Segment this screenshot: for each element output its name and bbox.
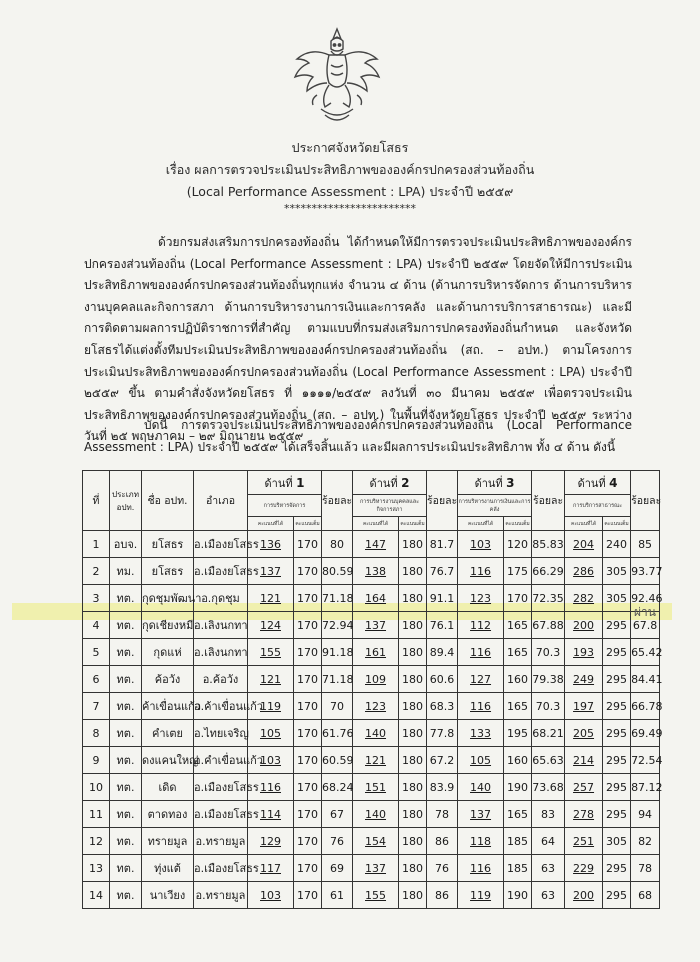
garuda-emblem bbox=[291, 25, 383, 129]
cell-type: ทต. bbox=[110, 747, 142, 774]
cell-type: ทต. bbox=[110, 693, 142, 720]
cell-type: ทต. bbox=[110, 720, 142, 747]
cell-side2-percent: 81.7 bbox=[427, 531, 458, 558]
cell-side2-full: 180 bbox=[399, 882, 427, 909]
cell-side1-percent: 69 bbox=[322, 855, 353, 882]
table-row bbox=[83, 666, 660, 693]
cell-type: ทต. bbox=[110, 585, 142, 612]
cell-side1-full: 170 bbox=[294, 801, 322, 828]
cell-side4-score: 200 bbox=[565, 882, 603, 909]
paragraph-2-text: บัดนี้ การตรวจประเมินประสิทธิภาพขององค์กรปกครองส่วนท้องถิ่น (Local Performance Assessment : LPA) ประจำปี ๒๕๕๙ ได้เสร็จสิ้นแล้ว และมีผลการประเมินประสิทธิภาพ ทั้ง ๔ ด้าน ดังนี้ bbox=[84, 418, 632, 454]
cell-side1-score: 124 bbox=[248, 612, 294, 639]
cell-side1-percent: 71.18 bbox=[322, 585, 353, 612]
handwritten-note: ผ่าน bbox=[634, 605, 656, 619]
lpa-results-table bbox=[82, 470, 663, 909]
cell-district: อ.เลิงนกทา bbox=[194, 612, 248, 639]
side-3-number: 3 bbox=[506, 475, 515, 490]
table-row bbox=[83, 747, 660, 774]
cell-side1-percent: 67 bbox=[322, 801, 353, 828]
cell-side4-score: 229 bbox=[565, 855, 603, 882]
cell-side3-score: 123 bbox=[458, 585, 504, 612]
cell-side4-full: 295 bbox=[603, 774, 631, 801]
cell-side3-percent: 83 bbox=[532, 801, 565, 828]
cell-side1-score: 103 bbox=[248, 882, 294, 909]
cell-side3-full: 165 bbox=[504, 801, 532, 828]
cell-side2-percent: 76 bbox=[427, 855, 458, 882]
header-name: ชื่อ อปท. bbox=[142, 471, 194, 531]
cell-district: อ.ไทยเจริญ bbox=[194, 720, 248, 747]
cell-side4-score: 197 bbox=[565, 693, 603, 720]
cell-side1-full: 170 bbox=[294, 747, 322, 774]
cell-side1-full: 170 bbox=[294, 531, 322, 558]
cell-side1-percent: 61.76 bbox=[322, 720, 353, 747]
cell-district: อ.เมืองยโสธร bbox=[194, 774, 248, 801]
cell-side2-percent: 67.2 bbox=[427, 747, 458, 774]
cell-side4-percent: 85 bbox=[631, 531, 660, 558]
cell-side2-full: 180 bbox=[399, 693, 427, 720]
cell-type: ทต. bbox=[110, 855, 142, 882]
cell-type: ทต. bbox=[110, 612, 142, 639]
cell-side2-score: 161 bbox=[353, 639, 399, 666]
cell-side1-score: 136 bbox=[248, 531, 294, 558]
cell-side4-score: 214 bbox=[565, 747, 603, 774]
cell-side3-score: 137 bbox=[458, 801, 504, 828]
cell-type: ทต. bbox=[110, 774, 142, 801]
cell-side4-full: 240 bbox=[603, 531, 631, 558]
cell-side2-percent: 91.1 bbox=[427, 585, 458, 612]
cell-name: ยโสธร bbox=[142, 531, 194, 558]
side-3-title: การบริหารงานการเงินและการคลัง bbox=[458, 495, 532, 517]
cell-side1-score: 105 bbox=[248, 720, 294, 747]
cell-side3-percent: 85.83 bbox=[532, 531, 565, 558]
side-4-number: 4 bbox=[609, 475, 618, 490]
cell-side1-full: 170 bbox=[294, 693, 322, 720]
cell-name: ทรายมูล bbox=[142, 828, 194, 855]
cell-side2-score: 121 bbox=[353, 747, 399, 774]
score-full-header: คะแนนเต็ม bbox=[294, 517, 322, 531]
cell-side1-score: 129 bbox=[248, 828, 294, 855]
cell-district: อ.ทรายมูล bbox=[194, 882, 248, 909]
cell-side2-full: 180 bbox=[399, 720, 427, 747]
cell-side2-score: 164 bbox=[353, 585, 399, 612]
cell-side3-full: 170 bbox=[504, 585, 532, 612]
cell-side3-score: 127 bbox=[458, 666, 504, 693]
cell-side1-full: 170 bbox=[294, 855, 322, 882]
cell-side2-score: 140 bbox=[353, 720, 399, 747]
table-row bbox=[83, 720, 660, 747]
side-prefix: ด้านที่ bbox=[577, 476, 606, 490]
cell-district: อ.ทรายมูล bbox=[194, 828, 248, 855]
cell-side1-score: 114 bbox=[248, 801, 294, 828]
cell-side1-percent: 91.18 bbox=[322, 639, 353, 666]
cell-side4-percent: 82 bbox=[631, 828, 660, 855]
cell-side2-score: 155 bbox=[353, 882, 399, 909]
cell-district: อ.เมืองยโสธร bbox=[194, 558, 248, 585]
header-side-1 bbox=[248, 471, 322, 495]
cell-side1-full: 170 bbox=[294, 882, 322, 909]
header-district: อำเภอ bbox=[194, 471, 248, 531]
cell-side4-score: 249 bbox=[565, 666, 603, 693]
cell-side3-percent: 79.38 bbox=[532, 666, 565, 693]
cell-side4-percent: 84.41 bbox=[631, 666, 660, 693]
cell-type: อบจ. bbox=[110, 531, 142, 558]
table-row bbox=[83, 693, 660, 720]
cell-side2-score: 154 bbox=[353, 828, 399, 855]
cell-side4-full: 305 bbox=[603, 828, 631, 855]
cell-district: อ.เมืองยโสธร bbox=[194, 801, 248, 828]
cell-no: 12 bbox=[83, 828, 110, 855]
cell-side2-full: 180 bbox=[399, 747, 427, 774]
table-row bbox=[83, 855, 660, 882]
cell-side2-full: 180 bbox=[399, 666, 427, 693]
cell-name: ยโสธร bbox=[142, 558, 194, 585]
cell-side4-score: 205 bbox=[565, 720, 603, 747]
cell-side3-score: 118 bbox=[458, 828, 504, 855]
cell-district: อ.เมืองยโสธร bbox=[194, 855, 248, 882]
cell-side2-percent: 86 bbox=[427, 828, 458, 855]
cell-side1-full: 170 bbox=[294, 774, 322, 801]
cell-side4-percent: 92.46 bbox=[631, 585, 660, 612]
cell-side3-full: 165 bbox=[504, 693, 532, 720]
header-type: ประเภท อปท. bbox=[110, 471, 142, 531]
cell-side4-percent: 87.12 bbox=[631, 774, 660, 801]
cell-side2-percent: 83.9 bbox=[427, 774, 458, 801]
table-row bbox=[83, 801, 660, 828]
cell-side3-full: 195 bbox=[504, 720, 532, 747]
table-row bbox=[83, 882, 660, 909]
cell-side4-percent: 69.49 bbox=[631, 720, 660, 747]
score-got-header: คะแนนที่ได้ bbox=[458, 517, 504, 531]
cell-side1-full: 170 bbox=[294, 720, 322, 747]
cell-side3-score: 116 bbox=[458, 693, 504, 720]
cell-side1-score: 103 bbox=[248, 747, 294, 774]
cell-side2-percent: 68.3 bbox=[427, 693, 458, 720]
cell-type: ทม. bbox=[110, 558, 142, 585]
cell-no: 6 bbox=[83, 666, 110, 693]
cell-side1-full: 170 bbox=[294, 585, 322, 612]
header-side-4 bbox=[565, 471, 631, 495]
cell-side2-percent: 86 bbox=[427, 882, 458, 909]
cell-side3-full: 165 bbox=[504, 612, 532, 639]
cell-side1-percent: 80.59 bbox=[322, 558, 353, 585]
cell-type: ทต. bbox=[110, 828, 142, 855]
cell-side1-score: 121 bbox=[248, 666, 294, 693]
cell-district: อ.กุดชุม bbox=[194, 585, 248, 612]
cell-side1-full: 170 bbox=[294, 612, 322, 639]
header-side-2 bbox=[353, 471, 427, 495]
cell-side4-percent: 68 bbox=[631, 882, 660, 909]
body-paragraph-2 bbox=[84, 415, 632, 458]
score-got-header: คะแนนที่ได้ bbox=[565, 517, 603, 531]
score-full-header: คะแนนเต็ม bbox=[603, 517, 631, 531]
cell-side2-full: 180 bbox=[399, 531, 427, 558]
cell-side2-score: 137 bbox=[353, 612, 399, 639]
cell-side1-score: 155 bbox=[248, 639, 294, 666]
cell-no: 10 bbox=[83, 774, 110, 801]
cell-no: 3 bbox=[83, 585, 110, 612]
cell-side1-score: 137 bbox=[248, 558, 294, 585]
announcement-title: ประกาศจังหวัดยโสธร bbox=[291, 140, 409, 155]
cell-no: 9 bbox=[83, 747, 110, 774]
header-percent-1: ร้อยละ bbox=[322, 471, 353, 531]
header-divider: ************************ bbox=[284, 202, 416, 215]
cell-side2-percent: 76.7 bbox=[427, 558, 458, 585]
cell-no: 2 bbox=[83, 558, 110, 585]
cell-side4-percent: 66.78 bbox=[631, 693, 660, 720]
cell-side1-percent: 80 bbox=[322, 531, 353, 558]
cell-side3-score: 119 bbox=[458, 882, 504, 909]
cell-no: 4 bbox=[83, 612, 110, 639]
cell-side1-score: 117 bbox=[248, 855, 294, 882]
cell-side3-score: 116 bbox=[458, 855, 504, 882]
cell-side3-percent: 63 bbox=[532, 882, 565, 909]
cell-no: 14 bbox=[83, 882, 110, 909]
cell-side3-score: 103 bbox=[458, 531, 504, 558]
table-row bbox=[83, 828, 660, 855]
cell-side2-full: 180 bbox=[399, 585, 427, 612]
cell-side1-full: 170 bbox=[294, 828, 322, 855]
cell-district: อ.คำเขื่อนแก้ว bbox=[194, 747, 248, 774]
cell-name: กุดแห่ bbox=[142, 639, 194, 666]
cell-no: 11 bbox=[83, 801, 110, 828]
cell-side2-score: 138 bbox=[353, 558, 399, 585]
cell-side1-percent: 68.24 bbox=[322, 774, 353, 801]
cell-side3-percent: 67.88 bbox=[532, 612, 565, 639]
score-full-header: คะแนนเต็ม bbox=[504, 517, 532, 531]
cell-side4-percent: 94 bbox=[631, 801, 660, 828]
cell-type: ทต. bbox=[110, 666, 142, 693]
cell-side3-score: 116 bbox=[458, 639, 504, 666]
cell-no: 1 bbox=[83, 531, 110, 558]
cell-side4-score: 286 bbox=[565, 558, 603, 585]
cell-side4-full: 295 bbox=[603, 801, 631, 828]
cell-district: อ.เลิงนกทา bbox=[194, 639, 248, 666]
cell-side1-percent: 72.94 bbox=[322, 612, 353, 639]
table-header-row bbox=[83, 471, 660, 495]
cell-no: 7 bbox=[83, 693, 110, 720]
cell-side1-full: 170 bbox=[294, 666, 322, 693]
cell-no: 5 bbox=[83, 639, 110, 666]
table-row bbox=[83, 639, 660, 666]
cell-side1-percent: 60.59 bbox=[322, 747, 353, 774]
cell-side3-full: 165 bbox=[504, 639, 532, 666]
cell-side3-score: 105 bbox=[458, 747, 504, 774]
cell-name: ตาดทอง bbox=[142, 801, 194, 828]
cell-side3-full: 160 bbox=[504, 666, 532, 693]
cell-name: เดิด bbox=[142, 774, 194, 801]
cell-side4-score: 282 bbox=[565, 585, 603, 612]
header-percent-4: ร้อยละ bbox=[631, 471, 660, 531]
announcement-subject-english: (Local Performance Assessment : LPA) ประจำปี ๒๕๕๙ bbox=[186, 184, 514, 199]
cell-side2-full: 180 bbox=[399, 828, 427, 855]
table-row bbox=[83, 531, 660, 558]
cell-name: ค้าเขื่อนแก้ว bbox=[142, 693, 194, 720]
score-got-header: คะแนนที่ได้ bbox=[248, 517, 294, 531]
cell-name: นาเวียง bbox=[142, 882, 194, 909]
cell-side4-full: 295 bbox=[603, 720, 631, 747]
cell-side3-full: 175 bbox=[504, 558, 532, 585]
table-row bbox=[83, 612, 660, 639]
cell-side1-full: 170 bbox=[294, 639, 322, 666]
cell-side3-percent: 70.3 bbox=[532, 639, 565, 666]
cell-side2-percent: 78 bbox=[427, 801, 458, 828]
cell-side3-score: 112 bbox=[458, 612, 504, 639]
cell-side4-percent: 72.54 bbox=[631, 747, 660, 774]
cell-side4-percent: 93.77 bbox=[631, 558, 660, 585]
table-row bbox=[83, 585, 660, 612]
cell-side2-full: 180 bbox=[399, 612, 427, 639]
cell-side4-score: 257 bbox=[565, 774, 603, 801]
table-body bbox=[83, 531, 663, 909]
header-percent-2: ร้อยละ bbox=[427, 471, 458, 531]
cell-side4-full: 295 bbox=[603, 855, 631, 882]
cell-type: ทต. bbox=[110, 882, 142, 909]
cell-side4-percent: 78 bbox=[631, 855, 660, 882]
cell-district: อ.ค้อวัง bbox=[194, 666, 248, 693]
cell-side2-score: 123 bbox=[353, 693, 399, 720]
side-prefix: ด้านที่ bbox=[474, 476, 503, 490]
cell-side4-score: 193 bbox=[565, 639, 603, 666]
table-row bbox=[83, 774, 660, 801]
cell-side2-full: 180 bbox=[399, 558, 427, 585]
cell-side2-score: 109 bbox=[353, 666, 399, 693]
cell-side2-percent: 89.4 bbox=[427, 639, 458, 666]
cell-no: 13 bbox=[83, 855, 110, 882]
cell-side2-full: 180 bbox=[399, 801, 427, 828]
cell-side4-score: 204 bbox=[565, 531, 603, 558]
cell-side4-score: 251 bbox=[565, 828, 603, 855]
cell-side2-percent: 60.6 bbox=[427, 666, 458, 693]
table-row bbox=[83, 558, 660, 585]
cell-side2-score: 147 bbox=[353, 531, 399, 558]
cell-no: 8 bbox=[83, 720, 110, 747]
cell-side3-score: 140 bbox=[458, 774, 504, 801]
score-full-header: คะแนนเต็ม bbox=[399, 517, 427, 531]
cell-side1-score: 121 bbox=[248, 585, 294, 612]
cell-side2-full: 180 bbox=[399, 855, 427, 882]
side-2-title: การบริหารงานบุคคลและกิจการสภา bbox=[353, 495, 427, 517]
cell-side1-percent: 61 bbox=[322, 882, 353, 909]
cell-side3-full: 120 bbox=[504, 531, 532, 558]
cell-side4-full: 305 bbox=[603, 558, 631, 585]
cell-side1-percent: 70 bbox=[322, 693, 353, 720]
cell-side2-full: 180 bbox=[399, 774, 427, 801]
cell-name: คำเตย bbox=[142, 720, 194, 747]
cell-side1-percent: 71.18 bbox=[322, 666, 353, 693]
cell-side3-score: 133 bbox=[458, 720, 504, 747]
cell-name: ดงแคนใหญ่ bbox=[142, 747, 194, 774]
cell-side3-percent: 72.35 bbox=[532, 585, 565, 612]
paragraph-1-text: ด้วยกรมส่งเสริมการปกครองท้องถิ่น ได้กำหนดให้มีการตรวจประเมินประสิทธิภาพขององค์กรปกครองส่วนท้องถิ่น (Local Performance Assessment : LPA) ประจำปี ๒๕๕๙ โดยจัดให้มีการประเมินประสิทธิภาพขององค์กรปกครองส่วนท้องถิ่นทุกแห่ง จำนวน ๔ ด้าน (ด้านการบริหารจัดการ ด้านการบริหารงานบุคคลและกิจการสภา ด้านการบริหารงานการเงินและการคลัง และด้านการบริการสาธารณะ) และมีการติดตามผลการปฏิบัติราชการที่สำคัญ ตามแบบที่กรมส่งเสริมการปกครองท้องถิ่นกำหนด และจังหวัดยโสธรได้แต่งตั้งทีมประเมินประสิทธิภาพขององค์กรปกครองส่วนท้องถิ่น (สถ. – อปท.) ตามโครงการประเมินประสิทธิภาพขององค์กรปกครองส่วนท้องถิ่น (Local Performance Assessment : LPA) ประจำปี ๒๕๕๙ ขึ้น ตามคำสั่งจังหวัดยโสธร ที่ ๑๑๑๑/๒๕๕๙ ลงวันที่ ๓๐ มีนาคม ๒๕๕๙ เพื่อตรวจประเมินประสิทธิภาพขององค์กรปกครองส่วนท้องถิ่น (สถ. – อปท.) ในพื้นที่จังหวัดยโสธร ประจำปี ๒๕๕๙ ระหว่างวันที่ ๒๕ พฤษภาคม – ๒๙ มิถุนายน ๒๕๕๙ bbox=[84, 235, 632, 444]
cell-side3-full: 185 bbox=[504, 828, 532, 855]
score-got-header: คะแนนที่ได้ bbox=[353, 517, 399, 531]
cell-side2-score: 137 bbox=[353, 855, 399, 882]
cell-side3-full: 190 bbox=[504, 882, 532, 909]
cell-side3-percent: 66.29 bbox=[532, 558, 565, 585]
side-prefix: ด้านที่ bbox=[264, 476, 293, 490]
cell-type: ทต. bbox=[110, 801, 142, 828]
cell-side3-score: 116 bbox=[458, 558, 504, 585]
cell-name: กุดเชียงหมี bbox=[142, 612, 194, 639]
side-2-number: 2 bbox=[401, 475, 410, 490]
cell-side3-percent: 68.21 bbox=[532, 720, 565, 747]
cell-side2-score: 140 bbox=[353, 801, 399, 828]
cell-side3-percent: 63 bbox=[532, 855, 565, 882]
cell-name: ทุ่งแต้ bbox=[142, 855, 194, 882]
cell-side3-percent: 73.68 bbox=[532, 774, 565, 801]
side-prefix: ด้านที่ bbox=[369, 476, 398, 490]
cell-side2-percent: 77.8 bbox=[427, 720, 458, 747]
cell-side1-score: 119 bbox=[248, 693, 294, 720]
cell-side4-full: 295 bbox=[603, 639, 631, 666]
cell-side2-full: 180 bbox=[399, 639, 427, 666]
cell-district: อ.ค้าเขื่อนแก้ว bbox=[194, 693, 248, 720]
cell-side3-percent: 70.3 bbox=[532, 693, 565, 720]
cell-side4-percent: 67.8 bbox=[631, 612, 660, 639]
cell-side3-percent: 65.63 bbox=[532, 747, 565, 774]
side-4-title: การบริการสาธารณะ bbox=[565, 495, 631, 517]
cell-side4-percent: 65.42 bbox=[631, 639, 660, 666]
cell-side1-score: 116 bbox=[248, 774, 294, 801]
header-no: ที่ bbox=[83, 471, 110, 531]
cell-side4-full: 305 bbox=[603, 585, 631, 612]
side-1-title: การบริหารจัดการ bbox=[248, 495, 322, 517]
announcement-subject: เรื่อง ผลการตรวจประเมินประสิทธิภาพขององค์กรปกครองส่วนท้องถิ่น bbox=[165, 162, 535, 177]
cell-side3-full: 160 bbox=[504, 747, 532, 774]
cell-side4-full: 295 bbox=[603, 882, 631, 909]
cell-district: อ.เมืองยโสธร bbox=[194, 531, 248, 558]
cell-side1-percent: 76 bbox=[322, 828, 353, 855]
header-percent-3: ร้อยละ bbox=[532, 471, 565, 531]
side-1-number: 1 bbox=[296, 475, 305, 490]
cell-side4-full: 295 bbox=[603, 747, 631, 774]
cell-side1-full: 170 bbox=[294, 558, 322, 585]
cell-name: กุดชุมพัฒนา bbox=[142, 585, 194, 612]
cell-side4-full: 295 bbox=[603, 666, 631, 693]
cell-side3-full: 190 bbox=[504, 774, 532, 801]
header-side-3 bbox=[458, 471, 532, 495]
cell-type: ทต. bbox=[110, 639, 142, 666]
cell-side4-full: 295 bbox=[603, 693, 631, 720]
cell-side3-percent: 64 bbox=[532, 828, 565, 855]
cell-side4-score: 200 bbox=[565, 612, 603, 639]
cell-side4-full: 295 bbox=[603, 612, 631, 639]
cell-side4-score: 278 bbox=[565, 801, 603, 828]
cell-side2-score: 151 bbox=[353, 774, 399, 801]
cell-side2-percent: 76.1 bbox=[427, 612, 458, 639]
cell-side3-full: 185 bbox=[504, 855, 532, 882]
cell-name: ค้อวัง bbox=[142, 666, 194, 693]
